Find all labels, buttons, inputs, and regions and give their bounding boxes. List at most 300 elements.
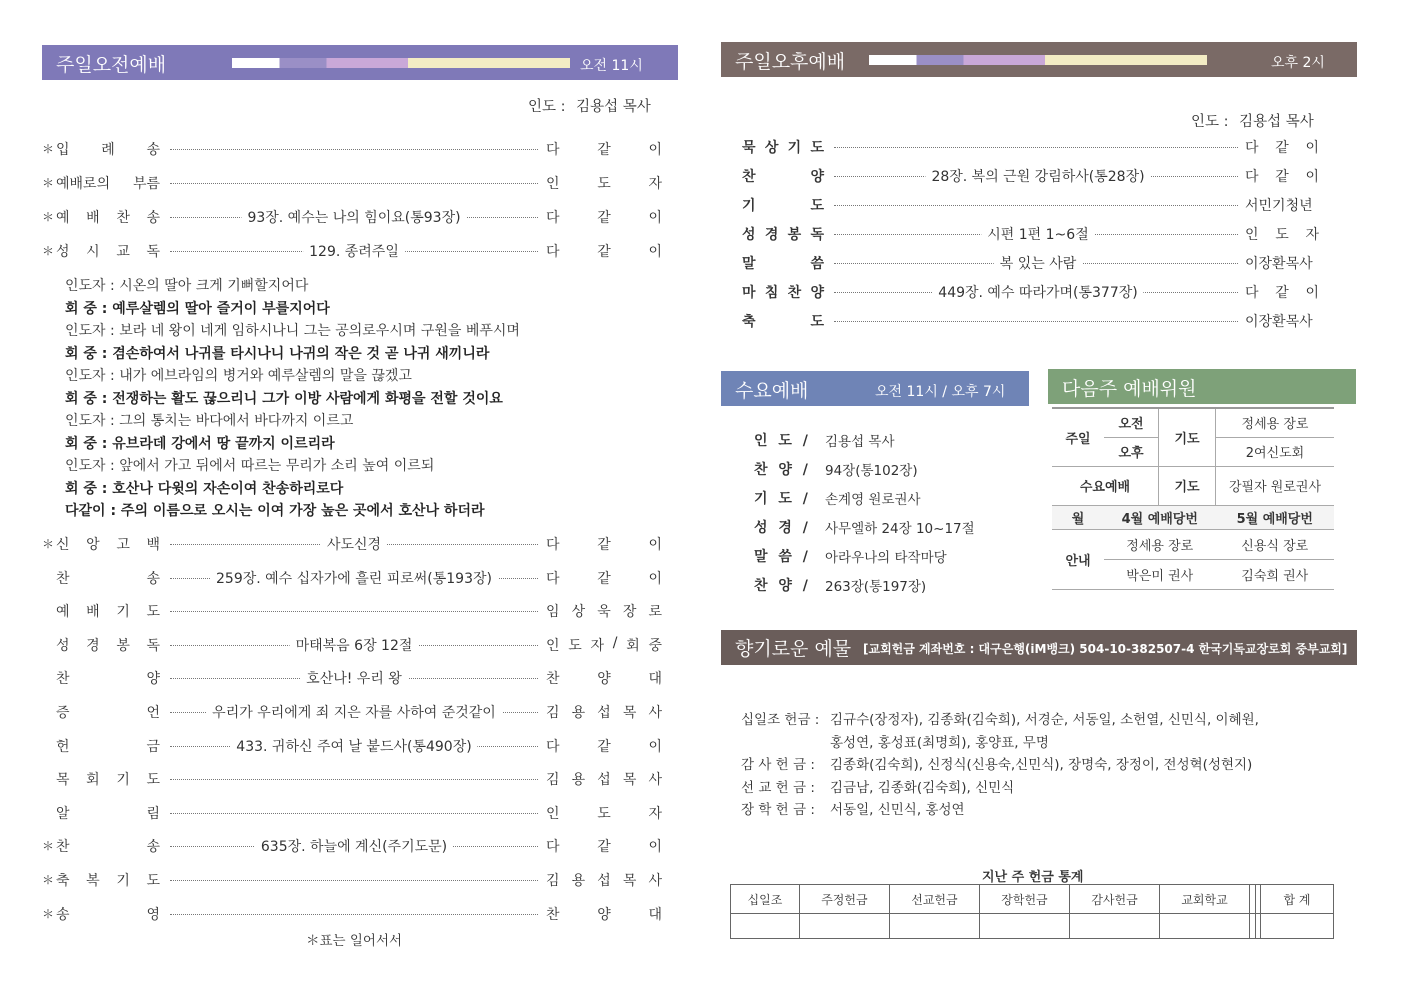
responsive-line [65,388,503,408]
order-role [546,139,662,159]
char: 양 [810,285,824,301]
order-content: 449장. 예수 따라가며(통377장) [932,282,1143,302]
char: 배 [86,604,100,621]
offering-title: 향기로운 예물 [735,638,852,660]
morning-label: 오전 [1104,408,1159,437]
morning-header [42,45,678,80]
order-row [42,241,666,263]
order-label [56,207,160,227]
order-label [56,601,160,621]
order-row [42,769,666,791]
star-mark: ＊ [42,873,55,887]
char: 인 [546,637,560,654]
char: 이 [1305,285,1319,301]
char: 예 [56,210,70,226]
char: 같 [597,210,611,226]
afternoon-leader: 인도 : 김용섭 목사 [1191,114,1314,130]
char: 기 [116,604,130,621]
wed-value: 263장(통197장) [825,579,927,595]
leader-dots [170,914,538,915]
char: 다 [546,839,560,856]
char: 기 [116,873,130,889]
char: 사 [648,873,662,889]
order-role [546,803,662,823]
order-row [42,836,666,858]
order-label [56,534,160,554]
order-label [56,870,160,890]
char: 독 [146,637,160,654]
wed-value: 94장(통102장) [825,463,918,479]
char: 같 [597,570,611,587]
stats-header-cell: 감사헌금 [1069,885,1159,914]
char: 섭 [597,873,611,889]
sunday-morning-prayer: 정세용 장로 [1216,408,1335,437]
char: 다 [1245,285,1259,301]
offering-names: 김종화(김숙희), 신정식(신용숙,신민식), 장명숙, 장정이, 전성혁(성현지) [830,757,1253,773]
star-mark: ＊ [42,839,55,854]
order-role [546,568,662,588]
star-mark: ＊ [42,142,55,156]
wed-label: 찬 양 / [754,578,811,594]
wed-value: 아라우나의 타작마당 [825,550,947,566]
char: 다 [546,210,560,226]
reading-text: 보라 네 왕이 네게 임하시나니 그는 공의로우시며 구원을 베푸시며 [114,323,520,339]
char: 인 [1245,227,1259,243]
char: 이 [648,537,662,553]
order-content: 마태복음 6장 12절 [290,635,419,655]
char: 시 [86,244,100,260]
char: 대 [648,906,662,923]
wed-prayer-label: 기도 [1159,466,1216,505]
order-row [742,195,1324,217]
order-row [42,870,666,892]
char: 마 [742,285,756,301]
char: 이장환목사 [1245,314,1313,330]
char: 같 [597,839,611,856]
order-label [56,139,160,159]
order-content: 129. 종려주일 [303,241,405,261]
char: 도 [810,198,824,214]
order-role [546,736,662,756]
offering-stats-table [730,884,1334,939]
wed-label: 찬 양 / [754,462,811,478]
char: 인 [546,805,560,822]
char: 욱 [597,604,611,621]
star-mark: ＊ [42,210,55,224]
char: 송 [56,906,70,923]
order-role [546,870,662,890]
morning-leader: 인도 : 김용섭 목사 [528,99,651,115]
char: 상 [571,604,586,621]
order-row [742,253,1324,275]
reading-text: 주의 이름으로 오시는 이여 가장 높은 곳에서 호산나 하더라 [116,503,485,519]
char: 다 [546,537,560,553]
order-content: 호산나! 우리 왕 [300,668,408,688]
char: 축 [742,314,756,330]
char: 같 [597,142,611,158]
order-row [742,224,1324,246]
guide-label: 안내 [1052,529,1104,589]
offering-label: 감 사 헌 금 : [741,757,815,773]
char: 사 [648,772,662,789]
char: 다 [546,244,560,260]
stats-value-cell [979,914,1069,939]
leader-dots [170,611,538,612]
april-guide-1: 정세용 장로 [1104,529,1216,559]
reading-text: 전쟁하는 활도 끊으리니 그가 이방 사람에게 화평을 전할 것이요 [107,390,503,407]
order-row [42,601,666,623]
char: 복 [86,873,100,889]
char: 도 [810,140,824,156]
order-content: 우리가 우리에게 죄 지은 자를 사하여 준것같이 [206,702,502,722]
char: 중 [648,637,662,654]
char: 다 [546,738,560,755]
responsive-line [65,455,434,475]
char: 찬 [56,570,70,587]
char: 이장환목사 [1245,256,1313,272]
offering-header [721,630,1357,665]
char: 임 [546,604,560,621]
committee-table [1052,407,1334,590]
char: 부름 [132,176,160,192]
char: 경 [86,637,100,654]
order-row [42,702,666,724]
order-row [42,568,666,590]
char: 예배로의 [56,176,111,192]
char: 기 [787,140,802,156]
char: 장 [622,604,637,621]
stats-header-cell: 합 계 [1261,885,1334,914]
speaker: 다같이 : [65,503,117,519]
char: 이 [648,142,662,158]
responsive-line [65,410,353,430]
order-content: 복 있는 사람 [994,253,1083,273]
char: 언 [146,705,160,721]
stats-value-cell [1069,914,1159,939]
stats-header-cell: 선교헌금 [889,885,979,914]
order-role [1245,282,1319,302]
stats-header-cell: 교회학교 [1160,885,1250,914]
speaker: 인도자 : [65,323,115,339]
char: 양 [146,671,160,688]
char: 도 [1275,227,1289,243]
char: 찬 [787,285,802,301]
char: 송 [146,142,160,158]
standing-footnote: ＊표는 일어서서 [306,933,403,949]
order-role [546,836,662,856]
speaker: 회 중 : [65,390,108,407]
char: 김 [546,705,560,721]
char: 경 [764,227,779,243]
char: 도 [597,176,611,192]
char: 인 [546,176,560,192]
char: 용 [571,873,586,889]
sunday-afternoon-prayer: 2여신도회 [1216,437,1335,466]
month-label: 월 [1052,505,1104,529]
order-content: 259장. 예수 십자가에 흘린 피로써(통193장) [210,568,498,588]
order-label [56,241,160,261]
order-row [742,282,1324,304]
may-guide-1: 신용식 장로 [1216,529,1335,559]
reading-text: 예루살렘의 딸아 즐거이 부를지어다 [107,300,330,317]
speaker: 인도자 : [65,413,115,429]
stats-value-cell [799,914,889,939]
order-row [742,137,1324,159]
offering-account: [교회헌금 계좌번호 : 대구은행(iM뱅크) 504-10-382507-4 한국기독교장로회 중부교회] [863,642,1348,656]
char: 묵 [742,140,756,156]
char: 교 [116,244,130,260]
order-content: 사도신경 [321,534,387,554]
char: 독 [810,227,824,243]
wed-label: 말 씀 / [754,549,811,565]
order-label [742,311,824,331]
char: 도 [146,604,160,621]
order-label [742,224,824,244]
char: 말 [742,256,756,272]
char: 양 [597,906,611,923]
leader-dots [170,880,538,881]
wed-value: 손계영 원로권사 [825,492,921,508]
stats-header-cell: 주정헌금 [799,885,889,914]
order-label [742,282,824,302]
wed-value: 김용섭 목사 [825,434,895,450]
char: 이 [1305,169,1319,185]
char: 기 [742,198,756,214]
char: 영 [146,906,160,923]
char: 목 [56,772,70,789]
leader-dots [170,779,538,780]
wed-prayer: 강필자 원로권사 [1216,466,1335,505]
char: 상 [764,140,779,156]
wed-label: 인 도 / [754,433,811,449]
star-mark: ＊ [42,176,55,190]
order-label [742,253,824,273]
speaker: 회 중 : [65,345,108,362]
char: 로 [648,604,662,621]
char: 이 [648,210,662,226]
char: 봉 [787,227,802,243]
speaker: 회 중 : [65,435,108,452]
leader-dots [170,813,538,814]
star-mark: ＊ [42,906,55,921]
char: 성 [56,244,70,260]
leader-dots [834,321,1238,322]
order-role [1245,311,1319,331]
reading-text: 호산나 다윗의 자손이여 찬송하리로다 [107,480,344,497]
char: 섭 [597,705,611,721]
offering-label: 선 교 헌 금 : [741,779,815,796]
char: 목 [622,772,637,789]
char: 송 [146,570,160,587]
order-role [546,207,662,227]
wed-value: 사무엘하 24장 10~17절 [825,521,975,537]
order-label [56,668,160,688]
header-decoration [232,58,570,68]
star-mark: ＊ [42,244,55,258]
char: 서민기청년 [1245,198,1313,214]
order-content: 433. 귀하신 주여 날 붙드사(통490장) [230,736,477,756]
char: 찬 [56,671,70,688]
offering-names: 홍성연, 홍성표(최명희), 홍양표, 무명 [830,734,1049,751]
char: 도 [597,805,611,822]
order-label [742,195,824,215]
char: 백 [146,537,160,553]
stats-value-cell [731,914,800,939]
char: 용 [571,772,586,789]
char: 찬 [56,839,70,856]
wednesday-time: 오전 11시 / 오후 7시 [875,384,1006,400]
order-label [56,836,160,856]
char: 이 [1305,140,1319,156]
char: 례 [101,142,115,158]
responsive-line [65,500,485,520]
char: 앙 [86,537,100,553]
order-role [546,635,662,655]
order-row [742,166,1324,188]
char: 자 [648,176,662,192]
order-label [56,702,160,722]
order-row [42,904,666,926]
char: 찬 [116,210,130,226]
leader-dots [834,147,1238,148]
char: 축 [56,873,70,889]
morning-title: 주일오전예배 [56,54,167,76]
order-label [56,736,160,756]
char: 찬 [546,671,560,688]
leader-dots [170,183,538,184]
char: 기 [116,772,130,789]
char: 배 [86,210,100,226]
speaker: 회 중 : [65,480,108,497]
char: 침 [764,285,779,301]
char: 찬 [546,906,560,923]
order-role [546,668,662,688]
wednesday-label: 수요예배 [1052,466,1159,505]
char: 김 [546,873,560,889]
order-role [546,769,662,789]
offering-names: 김금남, 김종화(김숙희), 신민식 [830,779,1015,796]
char: 김 [546,772,560,789]
offering-label: 장 학 헌 금 : [741,802,815,818]
char: 섭 [597,772,611,789]
afternoon-label: 오후 [1104,437,1159,466]
sunday-label: 주일 [1052,408,1104,466]
char: 씀 [810,256,824,272]
order-row [742,311,1324,333]
char: 대 [648,671,662,688]
char: 성 [742,227,756,243]
order-role [546,904,662,924]
prayer-label: 기도 [1159,408,1216,466]
char: 같 [1275,285,1289,301]
char: 같 [597,537,611,553]
order-role [546,241,662,261]
order-role [546,702,662,722]
char: / [612,634,618,651]
char: 다 [1245,169,1259,185]
char: 금 [146,738,160,755]
char: 양 [810,169,824,185]
star-mark: ＊ [42,537,55,551]
order-content: 시편 1편 1~6절 [981,224,1094,244]
reading-text: 유브라데 강에서 땅 끝까지 이르리라 [107,435,335,452]
speaker: 회 중 : [65,300,108,317]
char: 림 [146,805,160,822]
char: 용 [571,705,586,721]
char: 자 [590,637,605,654]
order-row [42,207,666,229]
stats-header-cell: 십일조 [731,885,800,914]
order-role [1245,224,1319,244]
leader-dots [834,205,1238,206]
offering-label: 십일조 헌금 : [741,712,820,728]
order-row [42,534,666,556]
responsive-line [65,433,335,453]
speaker: 인도자 : [65,278,115,294]
char: 다 [546,570,560,587]
responsive-line [65,365,412,385]
char: 회 [86,772,100,789]
char: 이 [648,839,662,856]
char: 양 [597,671,611,688]
char: 다 [546,142,560,158]
header-decoration [869,55,1207,65]
reading-text: 시온의 딸아 크게 기뻐할지어다 [114,278,309,294]
char: 신 [56,537,70,553]
char: 목 [622,873,637,889]
char: 도 [146,873,160,889]
order-role [546,173,662,193]
char: 목 [622,705,637,721]
char: 같 [1275,169,1289,185]
order-role [1245,253,1319,273]
char: 송 [146,210,160,226]
order-row [42,668,666,690]
char: 봉 [116,637,130,654]
order-label [56,803,160,823]
char: 독 [146,244,160,260]
char: 같 [597,738,611,755]
order-content: 28장. 복의 근원 강림하사(통28장) [925,166,1150,186]
speaker: 인도자 : [65,458,115,474]
afternoon-header [721,42,1357,77]
stats-value-cell [1160,914,1250,939]
april-label: 4월 예배당번 [1104,505,1216,529]
responsive-line [65,478,343,498]
may-label: 5월 예배당번 [1216,505,1335,529]
char: 도 [810,314,824,330]
order-role [1245,137,1319,157]
speaker: 인도자 : [65,368,115,384]
order-row [42,635,666,657]
char: 도 [146,772,160,789]
offering-names: 김규수(장정자), 김종화(김숙희), 서경순, 서동일, 소헌열, 신민식, 이혜원, [830,712,1259,728]
char: 자 [1305,227,1319,243]
stats-title: 지난 주 헌금 통계 [982,870,1084,885]
order-row [42,736,666,758]
order-label [56,769,160,789]
char: 증 [56,705,70,721]
stats-header-cell: 장학헌금 [979,885,1069,914]
wed-label: 기 도 / [754,491,811,507]
wednesday-header [721,371,1029,406]
responsive-line [65,298,330,318]
order-label [56,568,160,588]
char: 예 [56,604,70,621]
char: 성 [56,637,70,654]
committee-header [1048,369,1356,404]
reading-text: 그의 통치는 바다에서 바다까지 이르고 [114,413,354,429]
